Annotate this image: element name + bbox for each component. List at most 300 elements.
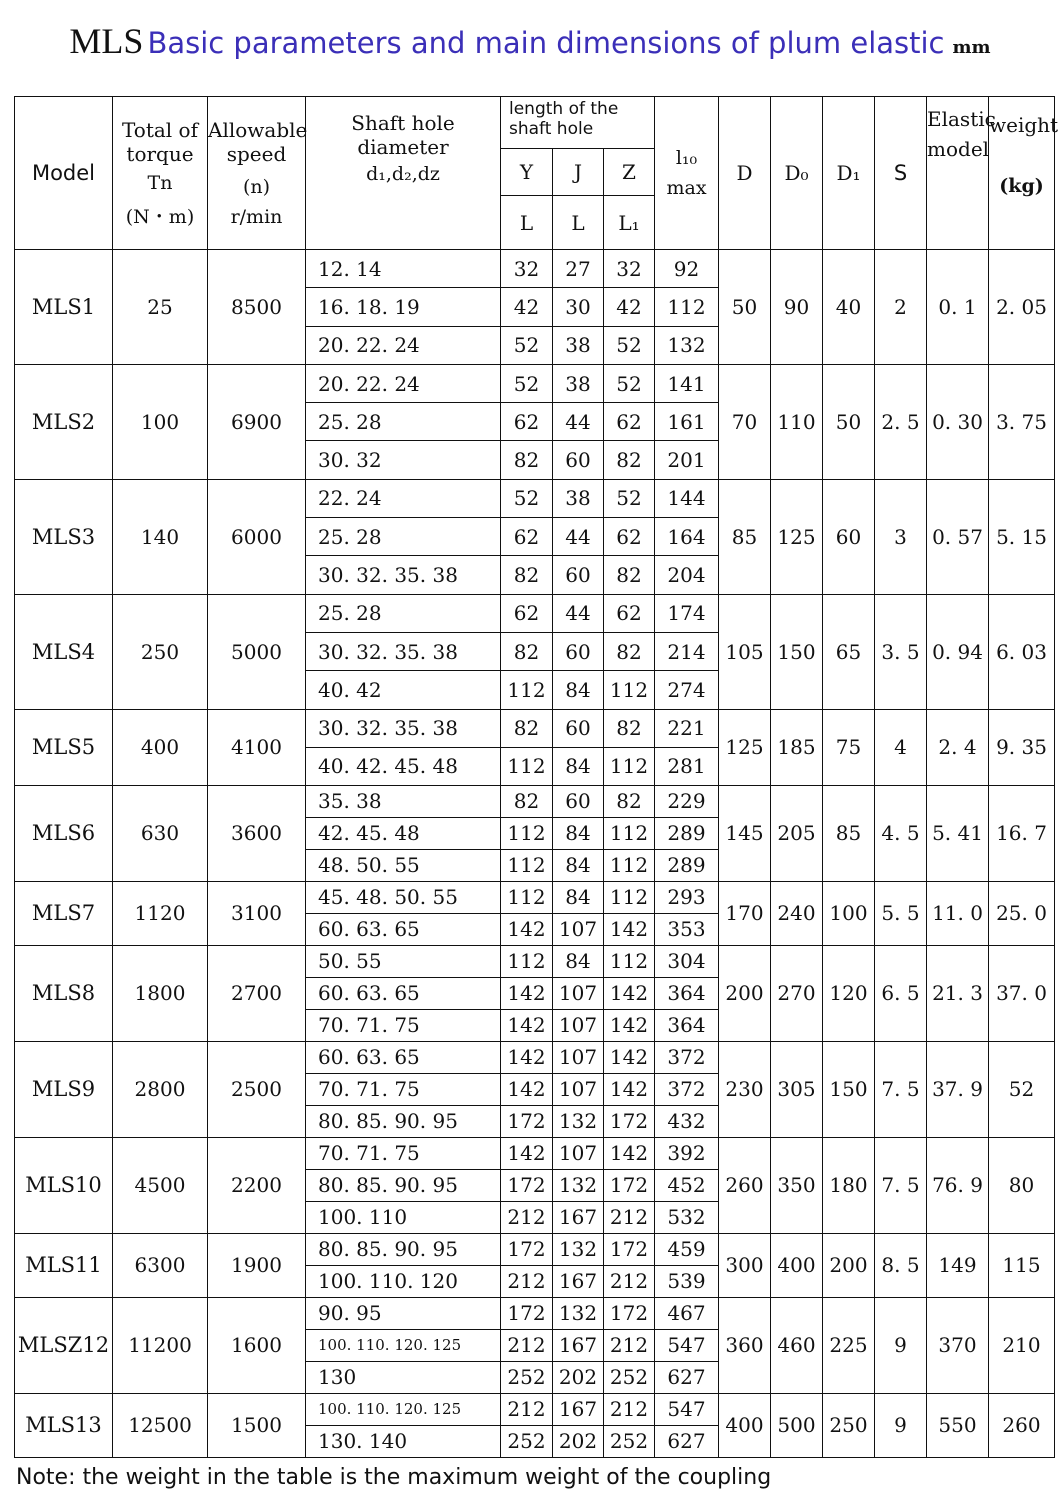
model-cell: MLS4 (15, 594, 113, 709)
d0-cell: 270 (771, 945, 823, 1041)
shaft-diameter-cell: 25. 28 (306, 403, 501, 441)
d1-cell: 225 (823, 1297, 875, 1393)
length-z-cell: 42 (604, 288, 655, 326)
elastic-model-cell: 37. 9 (927, 1041, 989, 1137)
speed-cell: 1600 (208, 1297, 306, 1393)
speed-cell: 6900 (208, 364, 306, 479)
length-j-cell: 44 (553, 403, 604, 441)
torque-cell: 4500 (113, 1137, 208, 1233)
length-y-cell: 82 (501, 709, 553, 747)
model-cell: MLS7 (15, 881, 113, 945)
shaft-diameter-cell: 12. 14 (306, 250, 501, 288)
length-y-cell: 52 (501, 326, 553, 364)
elastic-model-cell: 0. 30 (927, 364, 989, 479)
header-j-l: L (553, 196, 604, 250)
length-y-cell: 252 (501, 1425, 553, 1457)
shaft-diameter-cell: 50. 55 (306, 945, 501, 977)
l10-max-cell: 204 (655, 556, 719, 594)
shaft-diameter-cell: 100. 110. 120. 125 (306, 1393, 501, 1425)
table-row (15, 1233, 1055, 1265)
table-row (15, 594, 1055, 632)
header-d1: D₁ (823, 97, 875, 250)
length-j-cell: 132 (553, 1233, 604, 1265)
length-j-cell: 107 (553, 1137, 604, 1169)
d1-cell: 75 (823, 709, 875, 785)
s-cell: 4 (875, 709, 927, 785)
speed-cell: 5000 (208, 594, 306, 709)
length-j-cell: 107 (553, 1009, 604, 1041)
length-y-cell: 82 (501, 556, 553, 594)
header-speed-line1: Allowable (208, 118, 308, 142)
header-l10-symbol: l₁₀ (675, 147, 698, 169)
shaft-diameter-cell: 90. 95 (306, 1297, 501, 1329)
elastic-model-cell: 5. 41 (927, 785, 989, 881)
header-l10 (655, 97, 719, 250)
s-cell: 5. 5 (875, 881, 927, 945)
l10-max-cell: 532 (655, 1201, 719, 1233)
length-j-cell: 84 (553, 671, 604, 709)
speed-cell: 4100 (208, 709, 306, 785)
d0-cell: 185 (771, 709, 823, 785)
header-torque-symbol: Tn (147, 171, 173, 194)
speed-cell: 6000 (208, 479, 306, 594)
l10-max-cell: 293 (655, 881, 719, 913)
s-cell: 7. 5 (875, 1041, 927, 1137)
elastic-model-cell: 2. 4 (927, 709, 989, 785)
l10-max-cell: 141 (655, 364, 719, 402)
header-shaft-line2: diameter (357, 135, 449, 159)
length-j-cell: 132 (553, 1297, 604, 1329)
torque-cell: 1800 (113, 945, 208, 1041)
d1-cell: 40 (823, 250, 875, 365)
s-cell: 2. 5 (875, 364, 927, 479)
length-y-cell: 82 (501, 632, 553, 670)
length-y-cell: 172 (501, 1233, 553, 1265)
length-z-cell: 142 (604, 1073, 655, 1105)
header-j: J (553, 149, 604, 196)
s-cell: 6. 5 (875, 945, 927, 1041)
shaft-diameter-cell: 35. 38 (306, 785, 501, 817)
weight-cell: 6. 03 (989, 594, 1055, 709)
header-shaft (306, 97, 501, 250)
l10-max-cell: 627 (655, 1425, 719, 1457)
d0-cell: 125 (771, 479, 823, 594)
l10-max-cell: 144 (655, 479, 719, 517)
length-z-cell: 112 (604, 945, 655, 977)
length-j-cell: 60 (553, 785, 604, 817)
l10-max-cell: 221 (655, 709, 719, 747)
d0-cell: 460 (771, 1297, 823, 1393)
length-j-cell: 202 (553, 1361, 604, 1393)
length-z-cell: 32 (604, 250, 655, 288)
model-cell: MLS8 (15, 945, 113, 1041)
length-z-cell: 252 (604, 1425, 655, 1457)
weight-cell: 260 (989, 1393, 1055, 1457)
s-cell: 4. 5 (875, 785, 927, 881)
l10-max-cell: 274 (655, 671, 719, 709)
header-d0: D₀ (771, 97, 823, 250)
table-row (15, 709, 1055, 747)
weight-cell: 37. 0 (989, 945, 1055, 1041)
l10-max-cell: 547 (655, 1393, 719, 1425)
header-speed (208, 97, 306, 250)
s-cell: 9 (875, 1393, 927, 1457)
title-prefix: MLS (69, 21, 144, 61)
length-y-cell: 62 (501, 518, 553, 556)
length-y-cell: 252 (501, 1361, 553, 1393)
length-y-cell: 212 (501, 1329, 553, 1361)
d0-cell: 110 (771, 364, 823, 479)
length-j-cell: 107 (553, 1073, 604, 1105)
length-j-cell: 202 (553, 1425, 604, 1457)
header-torque-line1: Total of (122, 117, 198, 142)
length-j-cell: 84 (553, 817, 604, 849)
shaft-diameter-cell: 100. 110 (306, 1201, 501, 1233)
length-z-cell: 52 (604, 326, 655, 364)
header-length-line2: shaft hole (509, 119, 594, 140)
table-row (15, 1041, 1055, 1073)
page-title (0, 20, 1060, 62)
elastic-model-cell: 0. 57 (927, 479, 989, 594)
shaft-diameter-cell: 30. 32. 35. 38 (306, 632, 501, 670)
weight-cell: 9. 35 (989, 709, 1055, 785)
s-cell: 2 (875, 250, 927, 365)
d-cell: 360 (719, 1297, 771, 1393)
elastic-model-cell: 550 (927, 1393, 989, 1457)
shaft-diameter-cell: 42. 45. 48 (306, 817, 501, 849)
header-d: D (719, 97, 771, 250)
d0-cell: 500 (771, 1393, 823, 1457)
l10-max-cell: 364 (655, 977, 719, 1009)
weight-cell: 80 (989, 1137, 1055, 1233)
l10-max-cell: 289 (655, 817, 719, 849)
d-cell: 50 (719, 250, 771, 365)
title-main: Basic parameters and main dimensions of plum elastic (147, 26, 945, 60)
l10-max-cell: 281 (655, 747, 719, 785)
torque-cell: 100 (113, 364, 208, 479)
length-y-cell: 82 (501, 785, 553, 817)
model-cell: MLS11 (15, 1233, 113, 1297)
d-cell: 70 (719, 364, 771, 479)
shaft-diameter-cell: 60. 63. 65 (306, 977, 501, 1009)
length-z-cell: 62 (604, 403, 655, 441)
shaft-diameter-cell: 20. 22. 24 (306, 326, 501, 364)
length-j-cell: 60 (553, 632, 604, 670)
model-cell: MLSZ12 (15, 1297, 113, 1393)
length-z-cell: 212 (604, 1265, 655, 1297)
torque-cell: 250 (113, 594, 208, 709)
length-z-cell: 172 (604, 1297, 655, 1329)
s-cell: 3 (875, 479, 927, 594)
l10-max-cell: 289 (655, 849, 719, 881)
d1-cell: 150 (823, 1041, 875, 1137)
d1-cell: 120 (823, 945, 875, 1041)
l10-max-cell: 174 (655, 594, 719, 632)
s-cell: 3. 5 (875, 594, 927, 709)
torque-cell: 140 (113, 479, 208, 594)
length-z-cell: 252 (604, 1361, 655, 1393)
shaft-diameter-cell: 80. 85. 90. 95 (306, 1233, 501, 1265)
length-y-cell: 112 (501, 945, 553, 977)
shaft-diameter-cell: 25. 28 (306, 518, 501, 556)
length-y-cell: 212 (501, 1265, 553, 1297)
d-cell: 400 (719, 1393, 771, 1457)
length-j-cell: 84 (553, 747, 604, 785)
length-y-cell: 212 (501, 1393, 553, 1425)
length-j-cell: 38 (553, 479, 604, 517)
length-z-cell: 112 (604, 747, 655, 785)
length-j-cell: 167 (553, 1265, 604, 1297)
length-z-cell: 112 (604, 817, 655, 849)
shaft-diameter-cell: 70. 71. 75 (306, 1073, 501, 1105)
speed-cell: 3600 (208, 785, 306, 881)
length-z-cell: 172 (604, 1105, 655, 1137)
table-row (15, 785, 1055, 817)
length-z-cell: 82 (604, 785, 655, 817)
length-j-cell: 84 (553, 881, 604, 913)
shaft-diameter-cell: 70. 71. 75 (306, 1009, 501, 1041)
torque-cell: 25 (113, 250, 208, 365)
length-y-cell: 172 (501, 1169, 553, 1201)
length-z-cell: 112 (604, 671, 655, 709)
d-cell: 230 (719, 1041, 771, 1137)
length-z-cell: 52 (604, 479, 655, 517)
length-z-cell: 112 (604, 849, 655, 881)
d0-cell: 305 (771, 1041, 823, 1137)
length-j-cell: 60 (553, 709, 604, 747)
shaft-diameter-cell: 48. 50. 55 (306, 849, 501, 881)
weight-cell: 2. 05 (989, 250, 1055, 365)
length-j-cell: 167 (553, 1393, 604, 1425)
l10-max-cell: 92 (655, 250, 719, 288)
shaft-diameter-cell: 45. 48. 50. 55 (306, 881, 501, 913)
l10-max-cell: 372 (655, 1073, 719, 1105)
header-elastic-line1: Elastic (927, 107, 996, 131)
length-z-cell: 142 (604, 913, 655, 945)
length-y-cell: 112 (501, 817, 553, 849)
d-cell: 200 (719, 945, 771, 1041)
weight-cell: 25. 0 (989, 881, 1055, 945)
length-z-cell: 82 (604, 441, 655, 479)
l10-max-cell: 214 (655, 632, 719, 670)
l10-max-cell: 164 (655, 518, 719, 556)
length-z-cell: 82 (604, 709, 655, 747)
elastic-model-cell: 21. 3 (927, 945, 989, 1041)
shaft-diameter-cell: 80. 85. 90. 95 (306, 1105, 501, 1137)
header-speed-line2: speed (226, 142, 287, 166)
header-y: Y (501, 149, 553, 196)
length-z-cell: 172 (604, 1169, 655, 1201)
weight-cell: 16. 7 (989, 785, 1055, 881)
table-row (15, 250, 1055, 288)
d0-cell: 205 (771, 785, 823, 881)
d1-cell: 65 (823, 594, 875, 709)
l10-max-cell: 353 (655, 913, 719, 945)
weight-cell: 5. 15 (989, 479, 1055, 594)
d1-cell: 250 (823, 1393, 875, 1457)
header-speed-unit: r/min (230, 206, 283, 228)
header-elastic (927, 97, 996, 250)
l10-max-cell: 392 (655, 1137, 719, 1169)
shaft-diameter-cell: 40. 42. 45. 48 (306, 747, 501, 785)
d-cell: 300 (719, 1233, 771, 1297)
header-z: Z (604, 149, 655, 196)
shaft-diameter-cell: 30. 32. 35. 38 (306, 556, 501, 594)
length-z-cell: 82 (604, 556, 655, 594)
torque-cell: 1120 (113, 881, 208, 945)
length-z-cell: 112 (604, 881, 655, 913)
header-elastic-line2: model (927, 137, 990, 161)
model-cell: MLS13 (15, 1393, 113, 1457)
weight-cell: 3. 75 (989, 364, 1055, 479)
d-cell: 105 (719, 594, 771, 709)
header-length-line1: length of the (509, 99, 619, 119)
table-row (15, 1297, 1055, 1329)
shaft-diameter-cell: 30. 32 (306, 441, 501, 479)
model-cell: MLS9 (15, 1041, 113, 1137)
length-y-cell: 142 (501, 1073, 553, 1105)
elastic-model-cell: 370 (927, 1297, 989, 1393)
header-shaft-symbols: d₁,d₂,dz (366, 163, 440, 185)
speed-cell: 3100 (208, 881, 306, 945)
length-j-cell: 27 (553, 250, 604, 288)
length-z-cell: 62 (604, 594, 655, 632)
torque-cell: 6300 (113, 1233, 208, 1297)
elastic-model-cell: 76. 9 (927, 1137, 989, 1233)
d1-cell: 200 (823, 1233, 875, 1297)
length-z-cell: 82 (604, 632, 655, 670)
l10-max-cell: 539 (655, 1265, 719, 1297)
length-j-cell: 84 (553, 849, 604, 881)
d0-cell: 350 (771, 1137, 823, 1233)
header-torque-line2: torque (126, 141, 194, 166)
length-z-cell: 142 (604, 1009, 655, 1041)
l10-max-cell: 372 (655, 1041, 719, 1073)
length-y-cell: 142 (501, 1009, 553, 1041)
speed-cell: 2700 (208, 945, 306, 1041)
parameters-table (14, 96, 1059, 1458)
shaft-diameter-cell: 80. 85. 90. 95 (306, 1169, 501, 1201)
speed-cell: 2200 (208, 1137, 306, 1233)
d0-cell: 240 (771, 881, 823, 945)
length-y-cell: 112 (501, 881, 553, 913)
torque-cell: 11200 (113, 1297, 208, 1393)
l10-max-cell: 132 (655, 326, 719, 364)
length-z-cell: 212 (604, 1329, 655, 1361)
s-cell: 7. 5 (875, 1137, 927, 1233)
model-cell: MLS3 (15, 479, 113, 594)
d0-cell: 90 (771, 250, 823, 365)
speed-cell: 1500 (208, 1393, 306, 1457)
length-j-cell: 107 (553, 977, 604, 1009)
speed-cell: 8500 (208, 250, 306, 365)
s-cell: 9 (875, 1297, 927, 1393)
model-cell: MLS2 (15, 364, 113, 479)
table-row (15, 1137, 1055, 1169)
d-cell: 170 (719, 881, 771, 945)
length-y-cell: 112 (501, 849, 553, 881)
length-j-cell: 30 (553, 288, 604, 326)
header-weight-label: weight (989, 113, 1059, 137)
l10-max-cell: 547 (655, 1329, 719, 1361)
weight-cell: 115 (989, 1233, 1055, 1297)
length-y-cell: 32 (501, 250, 553, 288)
length-y-cell: 62 (501, 403, 553, 441)
d1-cell: 50 (823, 364, 875, 479)
length-j-cell: 60 (553, 556, 604, 594)
header-shaft-line1: Shaft hole (351, 111, 455, 135)
length-y-cell: 172 (501, 1297, 553, 1329)
header-model: Model (15, 97, 113, 250)
speed-cell: 1900 (208, 1233, 306, 1297)
l10-max-cell: 459 (655, 1233, 719, 1265)
d1-cell: 100 (823, 881, 875, 945)
length-z-cell: 172 (604, 1233, 655, 1265)
shaft-diameter-cell: 100. 110. 120. 125 (306, 1329, 501, 1361)
length-z-cell: 212 (604, 1393, 655, 1425)
header-torque (113, 97, 208, 250)
elastic-model-cell: 11. 0 (927, 881, 989, 945)
length-z-cell: 142 (604, 977, 655, 1009)
shaft-diameter-cell: 130 (306, 1361, 501, 1393)
table-row (15, 1393, 1055, 1425)
length-y-cell: 42 (501, 288, 553, 326)
length-j-cell: 38 (553, 364, 604, 402)
shaft-diameter-cell: 60. 63. 65 (306, 1041, 501, 1073)
l10-max-cell: 452 (655, 1169, 719, 1201)
torque-cell: 12500 (113, 1393, 208, 1457)
title-unit: mm (952, 37, 991, 58)
header-z-l1: L₁ (604, 196, 655, 250)
header-s: S (875, 97, 927, 250)
footnote: Note: the weight in the table is the maximum weight of the coupling (16, 1465, 772, 1490)
length-y-cell: 142 (501, 1041, 553, 1073)
length-y-cell: 52 (501, 364, 553, 402)
header-length (501, 97, 655, 149)
d-cell: 85 (719, 479, 771, 594)
header-weight-unit: (kg) (999, 175, 1044, 197)
header-speed-symbol: (n) (242, 176, 271, 198)
l10-max-cell: 432 (655, 1105, 719, 1137)
length-z-cell: 142 (604, 1137, 655, 1169)
length-y-cell: 112 (501, 671, 553, 709)
length-z-cell: 62 (604, 518, 655, 556)
torque-cell: 400 (113, 709, 208, 785)
length-y-cell: 172 (501, 1105, 553, 1137)
header-y-l: L (501, 196, 553, 250)
shaft-diameter-cell: 130. 140 (306, 1425, 501, 1457)
l10-max-cell: 627 (655, 1361, 719, 1393)
shaft-diameter-cell: 70. 71. 75 (306, 1137, 501, 1169)
model-cell: MLS6 (15, 785, 113, 881)
elastic-model-cell: 0. 94 (927, 594, 989, 709)
shaft-diameter-cell: 20. 22. 24 (306, 364, 501, 402)
length-j-cell: 38 (553, 326, 604, 364)
length-j-cell: 167 (553, 1201, 604, 1233)
length-z-cell: 212 (604, 1201, 655, 1233)
length-y-cell: 142 (501, 977, 553, 1009)
shaft-diameter-cell: 22. 24 (306, 479, 501, 517)
length-y-cell: 142 (501, 913, 553, 945)
shaft-diameter-cell: 30. 32. 35. 38 (306, 709, 501, 747)
length-z-cell: 142 (604, 1041, 655, 1073)
length-y-cell: 82 (501, 441, 553, 479)
d0-cell: 150 (771, 594, 823, 709)
elastic-model-cell: 0. 1 (927, 250, 989, 365)
d-cell: 125 (719, 709, 771, 785)
d1-cell: 85 (823, 785, 875, 881)
l10-max-cell: 304 (655, 945, 719, 977)
